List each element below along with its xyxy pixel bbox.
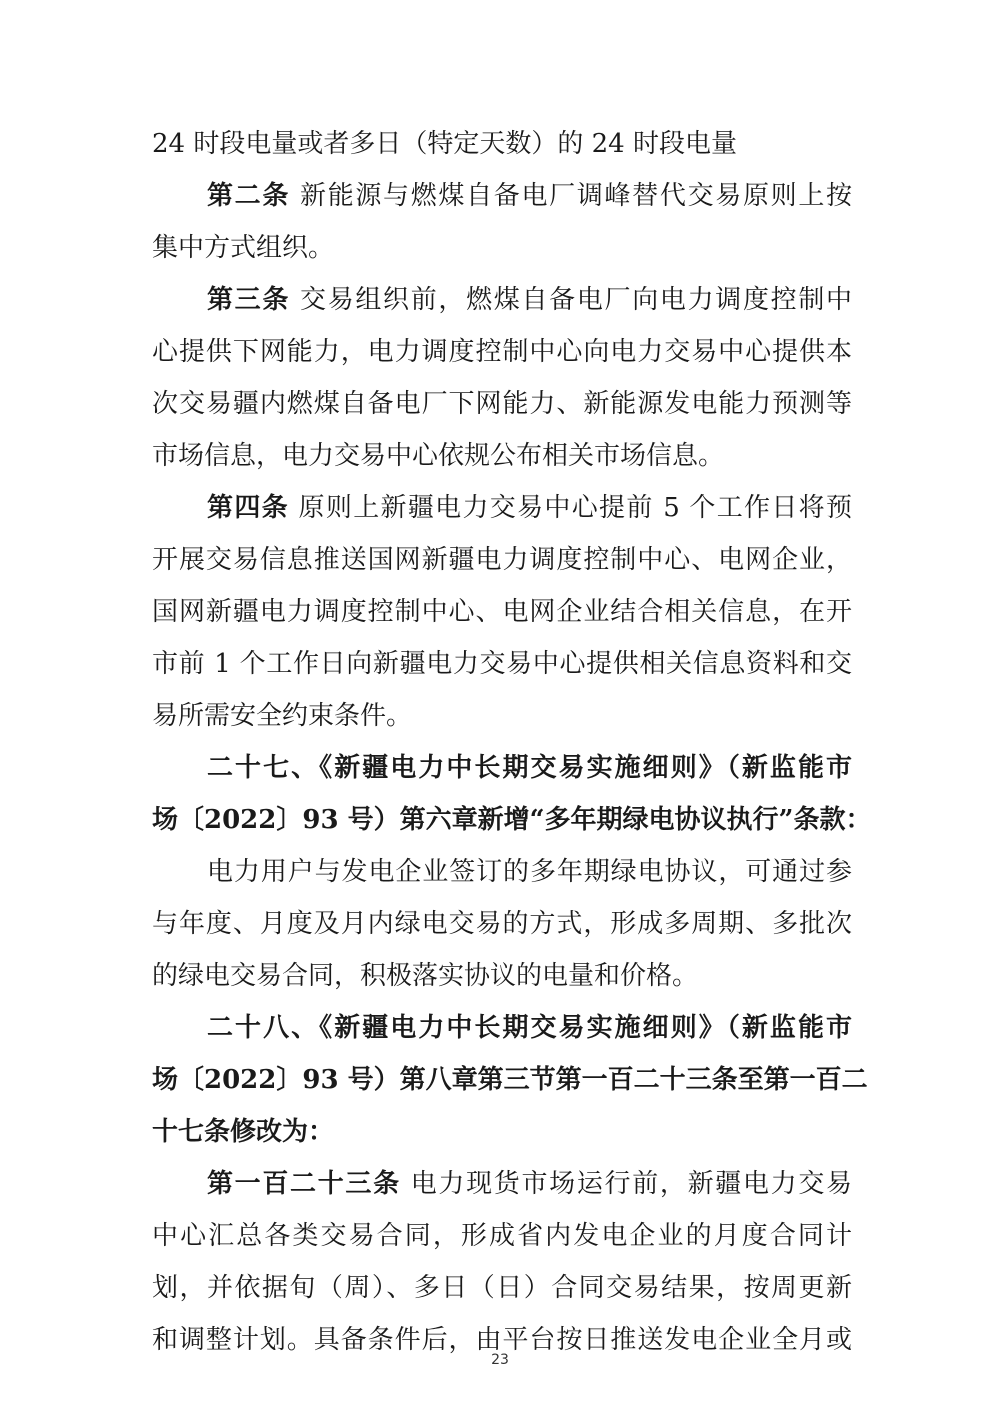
article-text: 原则上新疆电力交易中心提前 5 个工作日将预 bbox=[288, 493, 852, 523]
text-line bbox=[152, 1106, 852, 1158]
text-line bbox=[152, 586, 852, 638]
line-text: 场〔2022〕93 号）第八章第三节第一百二十三条至第一百二 bbox=[152, 1065, 868, 1095]
line-text: 次交易疆内燃煤自备电厂下网能力、新能源发电能力预测等 bbox=[152, 389, 852, 419]
line-text: 开展交易信息推送国网新疆电力调度控制中心、电网企业， bbox=[152, 545, 852, 575]
text-line bbox=[152, 378, 852, 430]
line-text: 市前 1 个工作日向新疆电力交易中心提供相关信息资料和交 bbox=[152, 649, 852, 679]
text-line bbox=[152, 898, 852, 950]
document-body bbox=[152, 118, 872, 1366]
article-heading: 第四条 bbox=[207, 493, 289, 523]
text-line bbox=[152, 1158, 852, 1210]
line-text: 划，并依据旬（周）、多日（日）合同交易结果，按周更新 bbox=[152, 1273, 852, 1303]
article-heading: 第一百二十三条 bbox=[207, 1169, 401, 1199]
line-text: 的绿电交易合同，积极落实协议的电量和价格。 bbox=[152, 961, 699, 991]
line-text: 与年度、月度及月内绿电交易的方式，形成多周期、多批次 bbox=[152, 909, 852, 939]
article-text: 新能源与燃煤自备电厂调峰替代交易原则上按 bbox=[290, 181, 852, 211]
text-line bbox=[152, 950, 852, 1002]
text-line bbox=[152, 118, 852, 170]
text-line bbox=[152, 482, 852, 534]
line-text: 场〔2022〕93 号）第六章新增“多年期绿电协议执行”条款： bbox=[152, 805, 872, 835]
text-line bbox=[152, 1262, 852, 1314]
article-text: 电力现货市场运行前，新疆电力交易 bbox=[400, 1169, 852, 1199]
text-line bbox=[152, 326, 852, 378]
line-text: 十七条修改为： bbox=[152, 1117, 335, 1147]
text-line bbox=[152, 534, 852, 586]
text-line bbox=[152, 1002, 852, 1054]
line-text: 二十八、《新疆电力中长期交易实施细则》（新监能市 bbox=[207, 1013, 852, 1043]
page-number: 23 bbox=[491, 1352, 509, 1368]
text-line bbox=[152, 274, 852, 326]
line-text: 中心汇总各类交易合同，形成省内发电企业的月度合同计 bbox=[152, 1221, 852, 1251]
article-heading: 第二条 bbox=[207, 181, 291, 211]
article-heading: 第三条 bbox=[207, 285, 291, 315]
text-line bbox=[152, 430, 852, 482]
text-line bbox=[152, 638, 852, 690]
text-line bbox=[152, 794, 872, 846]
text-line bbox=[152, 1054, 868, 1106]
line-text: 和调整计划。具备条件后，由平台按日推送发电企业全月或 bbox=[152, 1325, 852, 1355]
text-line bbox=[152, 222, 852, 274]
line-text: 集中方式组织。 bbox=[152, 233, 335, 263]
line-text: 市场信息，电力交易中心依规公布相关市场信息。 bbox=[152, 441, 725, 471]
text-line bbox=[152, 742, 852, 794]
line-text: 心提供下网能力，电力调度控制中心向电力交易中心提供本 bbox=[152, 337, 852, 367]
line-text: 国网新疆电力调度控制中心、电网企业结合相关信息，在开 bbox=[152, 597, 852, 627]
article-text: 交易组织前，燃煤自备电厂向电力调度控制中 bbox=[290, 285, 852, 315]
line-text: 二十七、《新疆电力中长期交易实施细则》（新监能市 bbox=[207, 753, 852, 783]
line-text: 电力用户与发电企业签订的多年期绿电协议，可通过参 bbox=[207, 857, 852, 887]
line-text: 24 时段电量或者多日（特定天数）的 24 时段电量 bbox=[152, 129, 737, 159]
text-line bbox=[152, 1210, 852, 1262]
text-line bbox=[152, 170, 852, 222]
text-line bbox=[152, 846, 852, 898]
line-text: 易所需安全约束条件。 bbox=[152, 701, 413, 731]
text-line bbox=[152, 690, 852, 742]
